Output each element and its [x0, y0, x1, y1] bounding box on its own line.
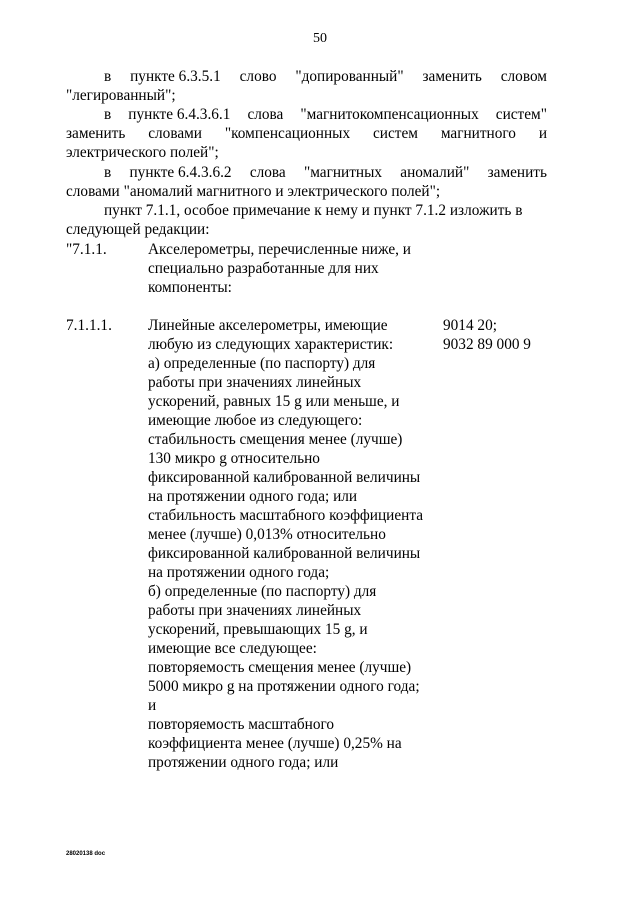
entry-text-line: коэффициента менее (лучше) 0,25% на	[148, 735, 402, 752]
intro-word: словами	[148, 125, 202, 142]
entry-text-line: стабильность масштабного коэффициента	[148, 507, 423, 524]
entry-text-line: Акселерометры, перечисленные ниже, и	[148, 241, 411, 258]
intro-word: слова	[249, 164, 286, 181]
intro-word: слово	[239, 68, 277, 85]
entry-text-line: на протяжении одного года;	[148, 564, 330, 581]
intro-line-3	[104, 106, 547, 124]
intro-word: магнитного	[440, 125, 516, 142]
intro-word: "компенсационных	[224, 125, 351, 142]
entry-text-line: а) определенные (по паспорту) для	[148, 355, 376, 372]
entry-text-line: имеющие все следующее:	[148, 640, 317, 657]
tnved-code: 9014 20;	[443, 317, 497, 334]
entry-text-line: специально разработанные для них	[148, 260, 379, 277]
intro-line-8: пункт 7.1.1, особое примечание к нему и пункт 7.1.2 изложить в	[104, 202, 523, 219]
entry-text-line: повторяемость смещения менее (лучше)	[148, 659, 412, 676]
entry-text-line: 130 микро g относительно	[148, 450, 320, 467]
intro-word: заменить	[66, 125, 126, 142]
intro-line-9: следующей редакции:	[66, 221, 210, 238]
intro-word: и	[538, 125, 547, 142]
entry-text-line: на протяжении одного года; или	[148, 488, 358, 505]
entry-text-line: компоненты:	[148, 279, 232, 296]
intro-word: заменить	[422, 68, 482, 85]
intro-word: в	[104, 68, 112, 85]
entry-text-line: работы при значениях линейных	[148, 374, 362, 391]
intro-word: словом	[500, 68, 547, 85]
entry-text-line: фиксированной калиброванной величины	[148, 545, 421, 562]
entry-text-line: работы при значениях линейных	[148, 602, 362, 619]
page-number: 50	[313, 31, 327, 46]
tnved-code: 9032 89 000 9	[443, 336, 531, 353]
entry-number: 7.1.1.1.	[66, 317, 112, 334]
entry-number: "7.1.1.	[66, 241, 107, 258]
intro-word: "магнитных	[303, 164, 383, 181]
entry-text-line: повторяемость масштабного	[148, 716, 335, 733]
entry-text-line: 5000 микро g на протяжении одного года;	[148, 678, 420, 695]
entry-text-line: Линейные акселерометры, имеющие	[148, 317, 388, 334]
intro-word: "допированный"	[295, 68, 404, 85]
intro-word: аномалий"	[400, 164, 470, 181]
footer-file-id: 28020138 doc	[66, 851, 106, 857]
intro-word: в	[104, 106, 112, 123]
intro-line-7: словами "аномалий магнитного и электрического полей";	[66, 183, 441, 200]
entry-text-line: фиксированной калиброванной величины	[148, 469, 421, 486]
intro-word: систем"	[495, 106, 547, 123]
entry-text-line: имеющие любое из следующего:	[148, 412, 363, 429]
intro-word: в	[104, 164, 112, 181]
intro-word: "магнитокомпенсационных	[300, 106, 479, 123]
intro-line-1	[104, 68, 547, 86]
intro-line-6	[104, 164, 547, 182]
entry-text-line: менее (лучше) 0,013% относительно	[148, 526, 386, 543]
entry-text-line: ускорений, равных 15 g или меньше, и	[148, 393, 400, 410]
intro-word: пункте 6.3.5.1	[130, 68, 221, 85]
intro-word: систем	[373, 125, 418, 142]
intro-line-2: "легированный";	[66, 87, 176, 104]
entry-text-line: любую из следующих характеристик:	[148, 336, 394, 353]
entry-text-line: стабильность смещения менее (лучше)	[148, 431, 403, 448]
intro-word: пункте 6.4.3.6.2	[129, 164, 232, 181]
entry-text-line: и	[148, 697, 157, 714]
intro-word: слова	[247, 106, 284, 123]
entry-text-line: б) определенные (по паспорту) для	[148, 583, 377, 600]
intro-line-5: электрического полей";	[66, 144, 219, 161]
intro-line-4	[66, 125, 547, 143]
intro-word: пункте 6.4.3.6.1	[128, 106, 231, 123]
entry-text-line: ускорений, превышающих 15 g, и	[148, 621, 368, 638]
intro-word: заменить	[487, 164, 547, 181]
entry-text-line: протяжении одного года; или	[148, 754, 339, 771]
